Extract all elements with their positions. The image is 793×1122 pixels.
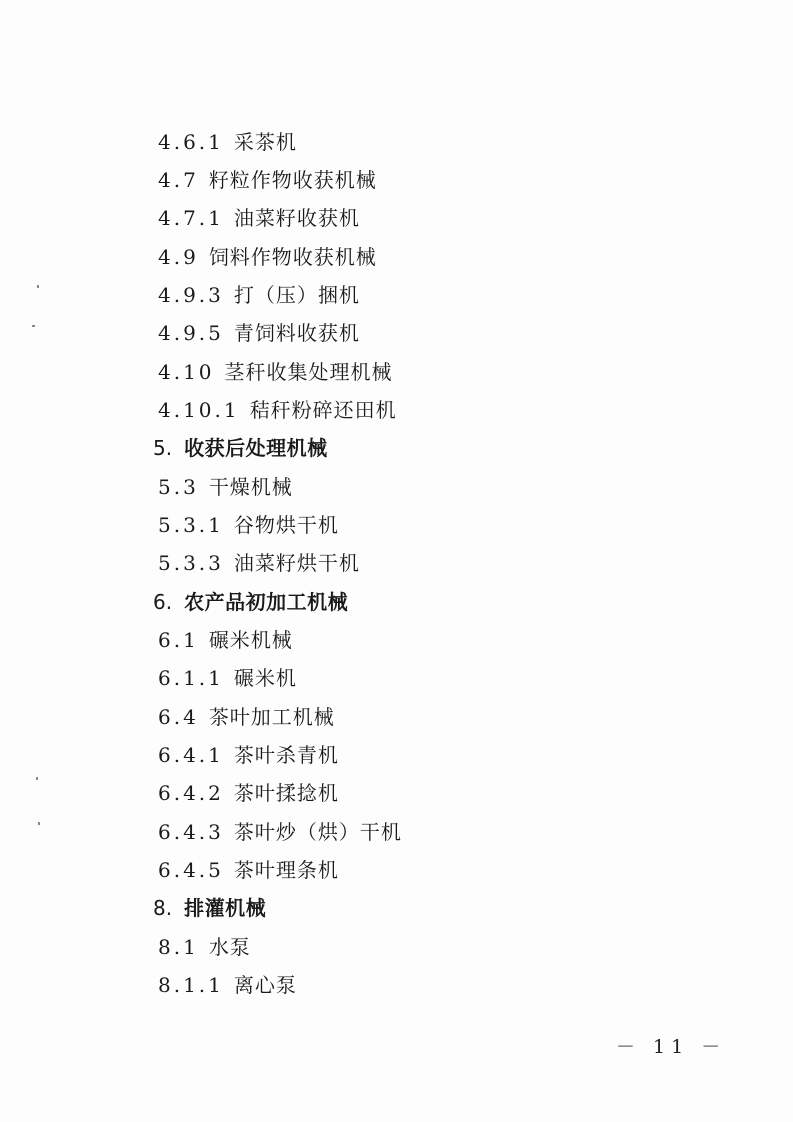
item-number: 6.4.3 (158, 820, 224, 844)
item-number: 6.4.2 (158, 781, 224, 805)
item-text: 水泵 (208, 935, 251, 959)
list-item (158, 858, 339, 882)
item-text: 茶叶加工机械 (208, 705, 335, 729)
item-text: 茶叶炒（烘）干机 (233, 820, 402, 844)
item-number: 6.4.5 (158, 858, 224, 882)
list-item (158, 820, 402, 844)
item-text: 茶叶揉捻机 (233, 781, 339, 805)
list-item (158, 781, 339, 805)
item-text: 谷物烘干机 (233, 513, 339, 537)
item-text: 碾米机械 (208, 628, 293, 652)
item-number: 4.10.1 (158, 398, 240, 422)
list-item (158, 551, 360, 575)
item-text: 干燥机械 (208, 475, 293, 499)
item-text: 秸秆粉碎还田机 (249, 398, 397, 422)
section-heading (153, 590, 348, 614)
list-item (158, 168, 377, 192)
section-heading (153, 896, 266, 920)
item-number: 4.7.1 (158, 206, 224, 230)
item-text: 油菜籽收获机 (233, 206, 360, 230)
list-item (158, 321, 360, 345)
item-number: 4.9.3 (158, 283, 224, 307)
section-title: 排灌机械 (184, 896, 267, 920)
list-item (158, 398, 397, 422)
list-item (158, 935, 251, 959)
list-item (158, 705, 335, 729)
section-heading (153, 436, 328, 460)
page-number: － 11 － (616, 1036, 727, 1058)
item-number: 5.3.1 (158, 513, 224, 537)
item-text: 茶叶理条机 (233, 858, 339, 882)
scan-speck (36, 777, 38, 780)
item-text: 茎秆收集处理机械 (224, 360, 393, 384)
section-title: 收获后处理机械 (184, 436, 328, 460)
list-item (158, 743, 339, 767)
item-number: 8.1.1 (158, 973, 224, 997)
section-number: 5. (153, 436, 173, 460)
section-number: 6. (153, 590, 173, 614)
list-item (158, 245, 377, 269)
item-text: 采茶机 (233, 130, 297, 154)
scan-speck (32, 325, 35, 327)
list-item (158, 206, 360, 230)
list-item (158, 475, 293, 499)
list-item (158, 513, 339, 537)
section-number: 8. (153, 896, 173, 920)
item-number: 8.1 (158, 935, 199, 959)
item-number: 5.3.3 (158, 551, 224, 575)
item-text: 打（压）捆机 (233, 283, 360, 307)
list-item (158, 666, 297, 690)
item-text: 油菜籽烘干机 (233, 551, 360, 575)
item-text: 青饲料收获机 (233, 321, 360, 345)
item-number: 4.9 (158, 245, 199, 269)
item-text: 籽粒作物收获机械 (208, 168, 377, 192)
item-text: 碾米机 (233, 666, 297, 690)
list-item (158, 973, 297, 997)
item-text: 饲料作物收获机械 (208, 245, 377, 269)
item-number: 6.4 (158, 705, 199, 729)
list-item (158, 360, 393, 384)
list-item (158, 130, 297, 154)
item-number: 4.6.1 (158, 130, 224, 154)
item-number: 4.9.5 (158, 321, 224, 345)
item-number: 6.1 (158, 628, 199, 652)
item-text: 茶叶杀青机 (233, 743, 339, 767)
list-item (158, 283, 360, 307)
item-number: 4.7 (158, 168, 199, 192)
item-number: 6.4.1 (158, 743, 224, 767)
list-item (158, 628, 293, 652)
item-text: 离心泵 (233, 973, 297, 997)
item-number: 6.1.1 (158, 666, 224, 690)
item-number: 5.3 (158, 475, 199, 499)
item-number: 4.10 (158, 360, 215, 384)
scan-speck (38, 822, 40, 825)
section-title: 农产品初加工机械 (184, 590, 349, 614)
scan-speck (37, 285, 39, 288)
